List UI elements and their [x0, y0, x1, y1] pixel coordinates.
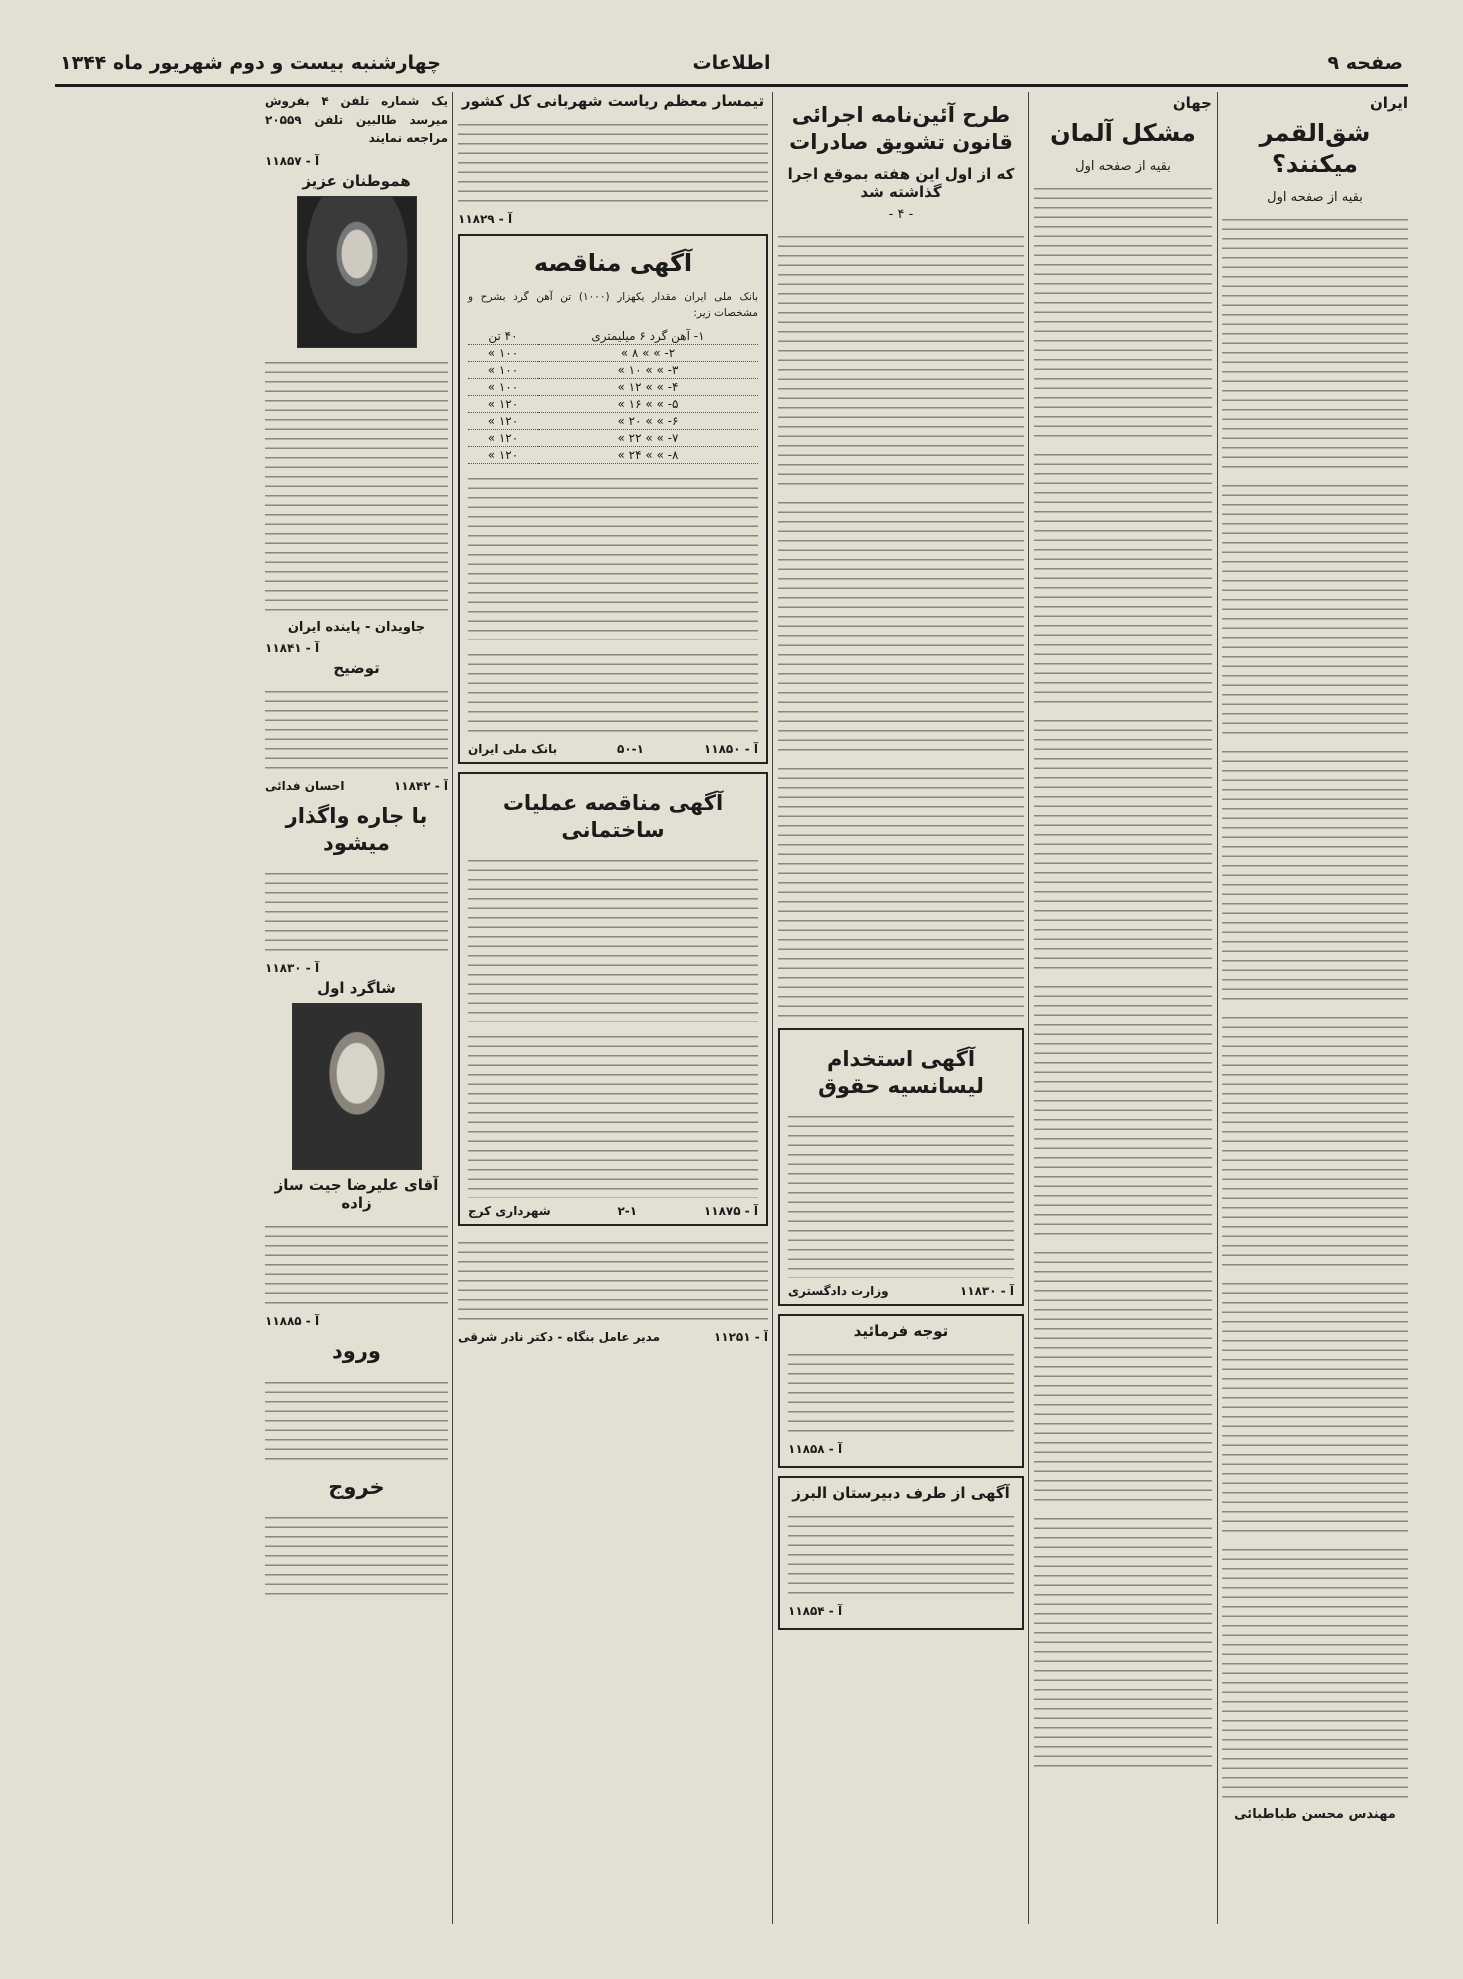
section-label: ایران [1369, 94, 1408, 112]
building-tender-box [458, 772, 768, 1227]
ad-title: آگهی استخدام لیسانسیه حقوق [818, 1046, 984, 1098]
article-text [1034, 712, 1212, 972]
notice-text [458, 116, 768, 206]
tender-table-row [468, 412, 758, 429]
column-small-ads [265, 92, 448, 1924]
article-text [1222, 211, 1408, 471]
compatriots-title: هموطنان عزیز [302, 171, 411, 190]
column-ads [458, 92, 768, 1924]
building-tender-text [468, 852, 758, 1022]
tender-table-row [468, 395, 758, 412]
ad-sign: وزارت دادگستری [788, 1284, 889, 1299]
article-title: شق‌القمر میکنند؟ [1259, 119, 1371, 179]
notice-text [788, 1346, 1014, 1436]
arrival-title: ورود [332, 1339, 381, 1364]
departure-title: خروج [328, 1474, 385, 1499]
header-rule [55, 84, 1408, 87]
school-box [778, 1476, 1024, 1630]
tender-item: ۷- » » ۲۲ » [538, 429, 758, 446]
phone-ad: یک شماره تلفن ۴ بفروش میرسد طالبین تلفن ۲۰۵۵۹ مراجعه نمایند [265, 94, 448, 146]
article-text [1034, 446, 1212, 706]
bottom-code: آ - ۱۱۲۵۱ [713, 1330, 768, 1345]
tender-text [468, 646, 758, 736]
school-code: آ - ۱۱۸۵۴ [788, 1604, 843, 1619]
article-text [1222, 743, 1408, 1003]
article-text [1222, 477, 1408, 737]
page-number: صفحه ۹ [1327, 52, 1403, 74]
thanks-code: آ - ۱۱۸۴۲ [393, 778, 448, 793]
tender-item: ۱- آهن گرد ۶ میلیمتری [538, 328, 758, 345]
tender-quantity: ۱۲۰ » [468, 412, 538, 429]
column-divider [452, 92, 453, 1924]
article-text [1034, 1244, 1212, 1504]
arrival-text [265, 1374, 448, 1464]
article-text [778, 228, 1024, 488]
column-divider [1028, 92, 1029, 1924]
tender-quantity: ۴۰ تن [468, 328, 538, 345]
rank-text [265, 1218, 448, 1308]
compatriots-sign: جاویدان - پاینده ایران [287, 619, 426, 635]
transfer-code: آ - ۱۱۸۳۰ [265, 961, 320, 976]
school-title: آگهی از طرف دبیرستان البرز [792, 1484, 1010, 1503]
tender-item: ۸- » » ۲۴ » [538, 446, 758, 463]
rank-title: شاگرد اول [317, 979, 396, 998]
phone-code: آ - ۱۱۸۵۷ [265, 153, 320, 168]
building-tender-code: آ - ۱۱۸۷۵ [703, 1204, 758, 1219]
student-photo [292, 1003, 422, 1170]
school-text [788, 1508, 1014, 1598]
section-label: جهان [1172, 94, 1212, 112]
tender-quantity: ۱۰۰ » [468, 361, 538, 378]
tender-table-row [468, 446, 758, 463]
article-text [1222, 1275, 1408, 1535]
article-continuation: بقیه از صفحه اول [1075, 159, 1171, 175]
tender-quantity: ۱۰۰ » [468, 378, 538, 395]
article-subtitle: که از اول این هفته بموقع اجرا گذاشته شد [787, 164, 1015, 201]
thanks-text [265, 683, 448, 773]
tender-ref: ۵۰-۱ [617, 741, 644, 756]
notice-code: آ - ۱۱۸۲۹ [458, 212, 513, 226]
tender-title: آگهی مناقصه [533, 249, 693, 277]
rank-name: آقای علیرضا جیت ساز زاده [274, 1176, 439, 1213]
tender-quantity: ۱۲۰ » [468, 429, 538, 446]
issue-date: چهارشنبه بیست و دوم شهریور ماه ۱۳۴۴ [60, 52, 441, 74]
transfer-title: با جاره واگذار میشود [285, 803, 428, 856]
article-title: طرح آئین‌نامه اجرائی قانون تشویق صادرات [789, 103, 1013, 155]
ad-box [778, 1028, 1024, 1307]
building-tender-sign: شهرداری کرج [468, 1204, 551, 1219]
ad-code: آ - ۱۱۸۳۰ [959, 1284, 1014, 1299]
building-tender-title: آگهی مناقصه عملیات ساختمانی [502, 790, 724, 843]
notice-title: تیمسار معظم ریاست شهربانی کل کشور [461, 92, 765, 110]
tender-table [468, 328, 758, 464]
notice-box [778, 1314, 1024, 1468]
compatriots-text [265, 354, 448, 614]
bottom-sign: مدیر عامل بنگاه - دکتر نادر شرقی [458, 1330, 661, 1345]
notice-code: آ - ۱۱۸۵۸ [788, 1442, 843, 1457]
tender-item: ۳- » » ۱۰ » [538, 361, 758, 378]
tender-quantity: ۱۲۰ » [468, 395, 538, 412]
building-tender-ref: ۲-۱ [617, 1204, 638, 1219]
transfer-text [265, 865, 448, 955]
tender-table-row [468, 429, 758, 446]
column-world [1034, 92, 1212, 1924]
ad-text [788, 1108, 1014, 1278]
column-divider [772, 92, 773, 1924]
tender-item: ۴- » » ۱۲ » [538, 378, 758, 395]
tender-item: ۶- » » ۲۰ » [538, 412, 758, 429]
article-text [1034, 180, 1212, 440]
article-text [1034, 1510, 1212, 1770]
tender-table-row [468, 378, 758, 395]
tender-table-row [468, 328, 758, 345]
compatriots-code: آ - ۱۱۸۴۱ [265, 640, 320, 655]
portrait-photo [297, 196, 417, 348]
page-header [60, 48, 1403, 82]
tender-item: ۵- » » ۱۶ » [538, 395, 758, 412]
building-tender-text [468, 1028, 758, 1198]
tender-table-row [468, 344, 758, 361]
tender-quantity: ۱۰۰ » [468, 344, 538, 361]
notice-text [458, 1234, 768, 1324]
article-author: مهندس محسن طباطبائی [1234, 1807, 1396, 1823]
column-export-law [778, 92, 1024, 1924]
column-iran [1222, 92, 1408, 1924]
article-text [1222, 1541, 1408, 1801]
article-text [778, 760, 1024, 1020]
article-text [1034, 978, 1212, 1238]
tender-box [458, 234, 768, 764]
departure-text [265, 1509, 448, 1599]
tender-intro: بانک ملی ایران مقدار یکهزار (۱۰۰۰) تن آهن گرد بشرح و مشخصات زیر: [468, 291, 758, 320]
thanks-sign: احسان فدائی [265, 778, 345, 793]
article-text [778, 494, 1024, 754]
tender-table-row [468, 361, 758, 378]
tender-bank: بانک ملی ایران [468, 741, 558, 756]
notice-title: توجه فرمائید [853, 1322, 949, 1341]
tender-item: ۲- » » ۸ » [538, 344, 758, 361]
article-continuation: بقیه از صفحه اول [1267, 190, 1363, 206]
column-divider [1217, 92, 1218, 1924]
article-title: مشکل آلمان [1050, 119, 1196, 147]
thanks-title: توضیح [333, 658, 380, 677]
rank-code: آ - ۱۱۸۸۵ [265, 1314, 320, 1329]
article-text [1222, 1009, 1408, 1269]
tender-quantity: ۱۲۰ » [468, 446, 538, 463]
tender-text [468, 470, 758, 640]
article-part: - ۴ - [888, 206, 914, 222]
tender-code: آ - ۱۱۸۵۰ [703, 741, 758, 756]
paper-name: اطلاعات [692, 52, 771, 74]
